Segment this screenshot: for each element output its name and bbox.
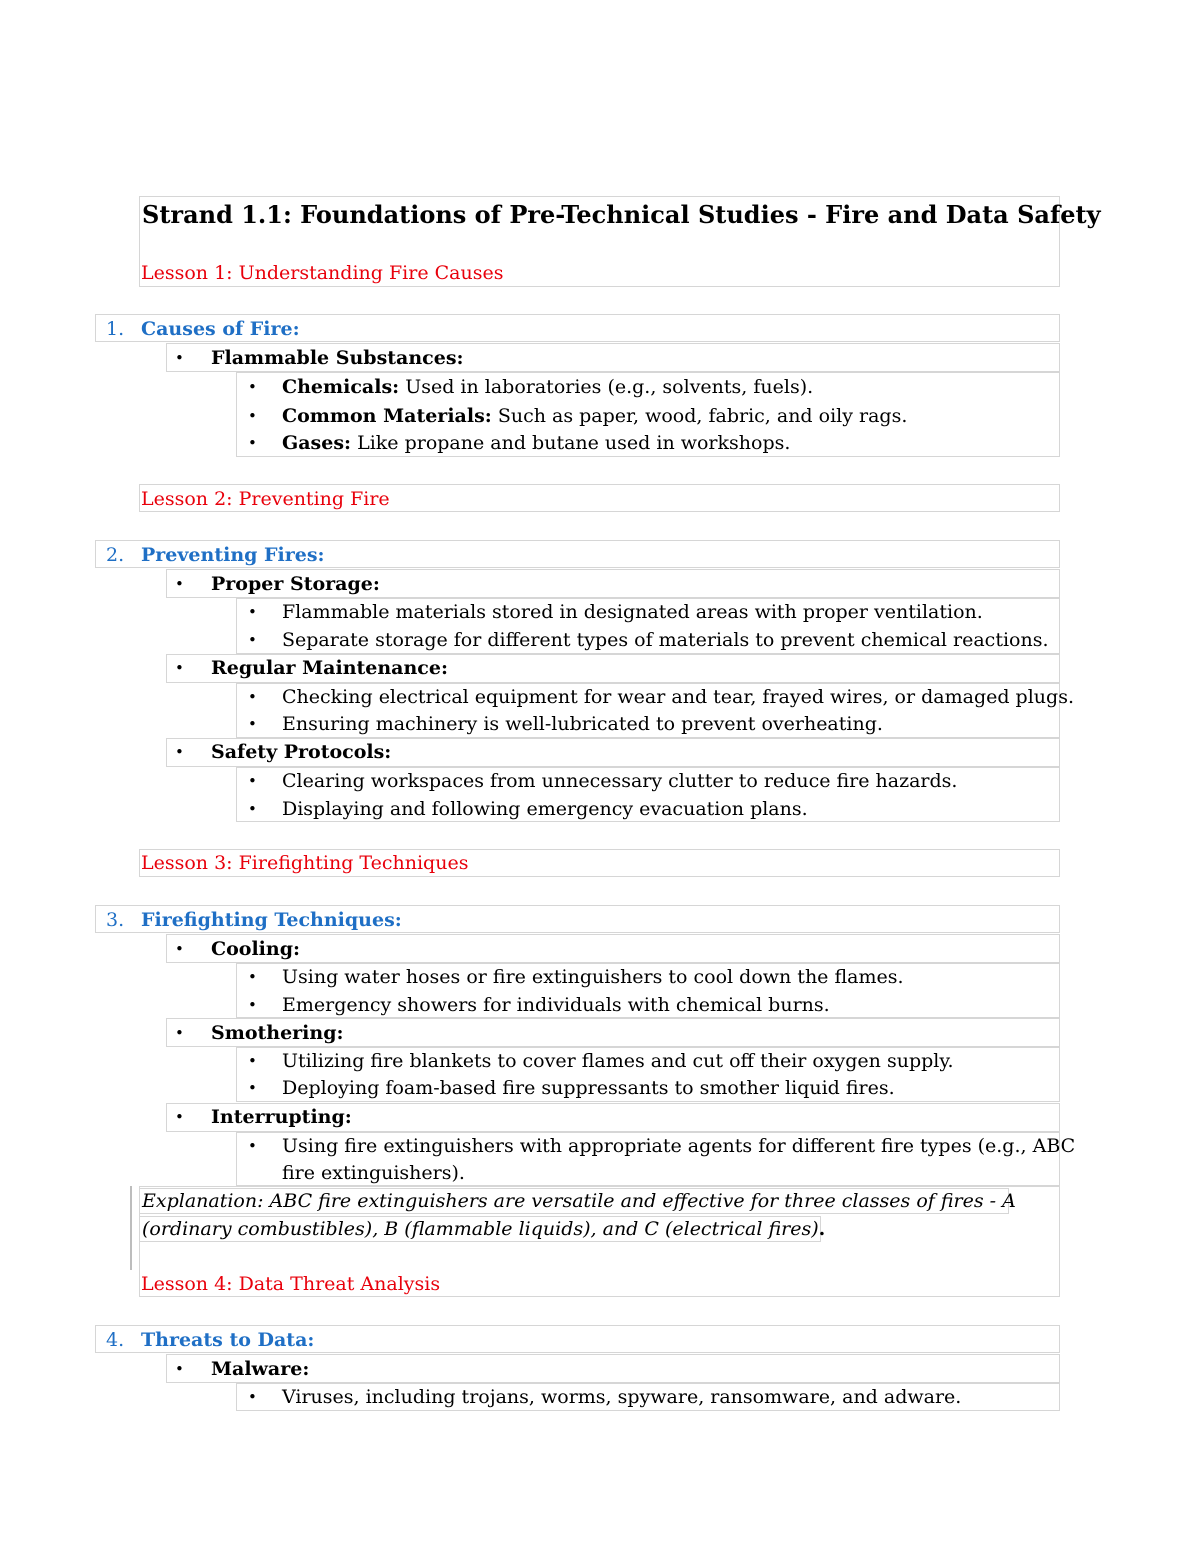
section-3-heading: Firefighting Techniques: [141, 909, 402, 931]
bullet-icon: • [248, 407, 257, 425]
list-item: Ensuring machinery is well-lubricated to prevent overheating. [282, 713, 883, 735]
list-item [282, 431, 790, 455]
lesson-4-heading: Lesson 4: Data Threat Analysis [141, 1273, 441, 1295]
bullet-icon: • [175, 349, 184, 367]
chemicals-label: Chemicals: [282, 376, 400, 398]
bullet-icon: • [248, 378, 257, 396]
list-item: Using water hoses or fire extinguishers to cool down the flames. [282, 966, 904, 988]
list-item: Clearing workspaces from unnecessary clutter to reduce fire hazards. [282, 770, 958, 792]
bullet-icon: • [248, 1137, 257, 1155]
flammable-substances: Flammable Substances: [211, 347, 464, 369]
bullet-icon: • [175, 575, 184, 593]
list-item: Deploying foam-based fire suppressants to smother liquid fires. [282, 1077, 895, 1099]
section-1-number: 1. [106, 318, 125, 340]
bullet-icon: • [175, 743, 184, 761]
section-4-heading: Threats to Data: [141, 1329, 315, 1351]
list-item-continued: fire extinguishers). [282, 1162, 465, 1184]
section-4-number: 4. [106, 1329, 125, 1351]
lesson-2-heading: Lesson 2: Preventing Fire [141, 488, 390, 510]
gases-text: Like propane and butane used in workshops. [357, 432, 791, 454]
interrupting: Interrupting: [211, 1106, 352, 1128]
bullet-icon: • [248, 688, 257, 706]
bullet-icon: • [175, 1108, 184, 1126]
bullet-icon: • [248, 1079, 257, 1097]
explanation-left-rule [130, 1186, 132, 1270]
safety-protocols: Safety Protocols: [211, 741, 392, 763]
list-item: Displaying and following emergency evacuation plans. [282, 798, 808, 820]
regular-maintenance: Regular Maintenance: [211, 657, 448, 679]
bullet-icon: • [248, 772, 257, 790]
lesson-1-heading: Lesson 1: Understanding Fire Causes [141, 262, 504, 284]
bullet-icon: • [248, 603, 257, 621]
bullet-icon: • [248, 996, 257, 1014]
bullet-icon: • [175, 940, 184, 958]
bullet-icon: • [175, 1024, 184, 1042]
gases-label: Gases: [282, 432, 352, 454]
bullet-icon: • [248, 631, 257, 649]
explanation-period: . [818, 1218, 826, 1240]
common-materials-text: Such as paper, wood, fabric, and oily rags. [497, 405, 908, 427]
proper-storage: Proper Storage: [211, 573, 380, 595]
explanation-text: (ordinary combustibles), B (flammable liquids), and C (electrical fires) [142, 1218, 819, 1240]
list-item: Using fire extinguishers with appropriate agents for different fire types (e.g., ABC [282, 1135, 1076, 1157]
malware: Malware: [211, 1358, 310, 1380]
cooling-box [166, 934, 1060, 963]
page-title: Strand 1.1: Foundations of Pre-Technical Studies - Fire and Data Safety [142, 200, 1101, 229]
list-item [282, 375, 813, 399]
list-item [282, 404, 907, 428]
chemicals-text: Used in laboratories (e.g., solvents, fuels). [405, 376, 814, 398]
bullet-icon: • [248, 1052, 257, 1070]
section-3-number: 3. [106, 909, 125, 931]
common-materials-label: Common Materials: [282, 405, 492, 427]
smothering: Smothering: [211, 1022, 344, 1044]
list-item: Flammable materials stored in designated areas with proper ventilation. [282, 601, 983, 623]
list-item: Emergency showers for individuals with chemical burns. [282, 994, 830, 1016]
bullet-icon: • [248, 715, 257, 733]
list-item: Checking electrical equipment for wear and tear, frayed wires, or damaged plugs. [282, 686, 1074, 708]
list-item: Separate storage for different types of materials to prevent chemical reactions. [282, 629, 1049, 651]
bullet-icon: • [175, 1360, 184, 1378]
explanation-line-2 [142, 1217, 825, 1241]
explanation-line-1: Explanation: ABC fire extinguishers are versatile and effective for three classes of fires - A [142, 1190, 1016, 1212]
lesson-3-heading: Lesson 3: Firefighting Techniques [141, 852, 469, 874]
bullet-icon: • [248, 800, 257, 818]
bullet-icon: • [248, 968, 257, 986]
bullet-icon: • [175, 659, 184, 677]
section-2-heading: Preventing Fires: [141, 544, 325, 566]
section-2-number: 2. [106, 544, 125, 566]
list-item: Viruses, including trojans, worms, spyware, ransomware, and adware. [282, 1386, 962, 1408]
section-1-heading: Causes of Fire: [141, 318, 300, 340]
bullet-icon: • [248, 434, 257, 452]
cooling: Cooling: [211, 938, 301, 960]
list-item: Utilizing fire blankets to cover flames and cut off their oxygen supply. [282, 1050, 954, 1072]
bullet-icon: • [248, 1388, 257, 1406]
